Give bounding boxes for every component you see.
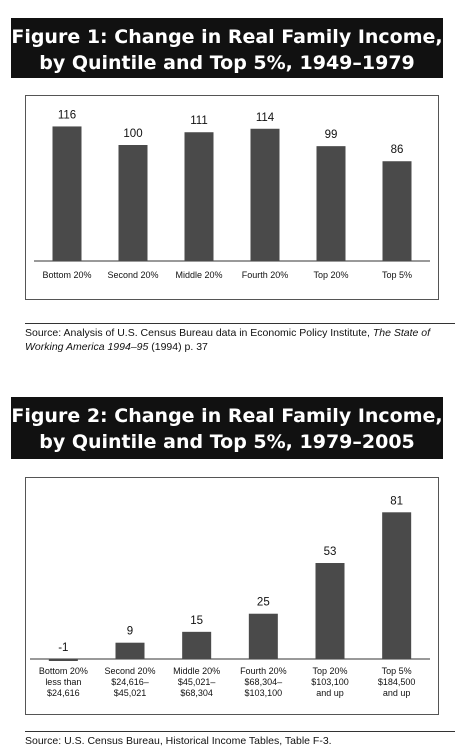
fig2-data-label-4: 25: [256, 596, 270, 609]
fig1-category-label-2-line-1: Second 20%: [107, 270, 159, 280]
fig2-category-label-2-line-2: $24,616–: [111, 677, 149, 687]
figure1-source-prefix: Source: Analysis of U.S. Census Bureau data in Economic Policy Institute,: [25, 327, 373, 339]
fig2-category-label-2-line-3: $45,021: [113, 688, 147, 698]
fig1-bar-4: [251, 129, 280, 261]
fig2-category-label-4-line-3: $103,100: [244, 688, 283, 698]
fig2-category-label-2-line-1: Second 20%: [104, 666, 156, 676]
fig2-bar-3: [182, 632, 211, 659]
fig1-bar-6: [383, 161, 412, 261]
fig1-bar-2: [119, 145, 148, 261]
fig1-data-label-6: 86: [390, 144, 404, 157]
figure1-source: [25, 323, 455, 354]
fig1-category-label-3-line-1: Middle 20%: [175, 270, 223, 280]
figure1-bar-chart: [26, 96, 438, 299]
fig2-bar-6: [382, 512, 411, 659]
fig1-bar-3: [185, 132, 214, 261]
fig2-category-label-1-line-3: $24,616: [47, 688, 80, 698]
fig1-data-label-2: 100: [123, 128, 143, 140]
fig2-category-label-1-line-1: Bottom 20%: [38, 666, 88, 676]
fig2-category-label-3-line-1: Middle 20%: [173, 666, 221, 676]
figure1-title-line2: by Quintile and Top 5%, 1949–1979: [39, 52, 415, 74]
fig2-category-label-4-line-2: $68,304–: [244, 677, 283, 687]
figure1-chart-frame: [25, 95, 439, 300]
figure2-title-line1: Figure 2: Change in Real Family Income,: [11, 405, 443, 427]
fig2-data-label-2: 9: [126, 625, 134, 638]
figure2-source: Source: U.S. Census Bureau, Historical Income Tables, Table F-3.: [25, 731, 455, 748]
fig2-data-label-1: -1: [58, 642, 69, 654]
fig2-category-label-6-line-2: $184,500: [377, 677, 416, 687]
fig1-category-label-4-line-1: Fourth 20%: [241, 270, 289, 280]
fig1-data-label-1: 116: [57, 109, 77, 122]
fig2-category-label-6-line-1: Top 5%: [381, 666, 412, 676]
fig2-category-label-6-line-3: and up: [382, 688, 411, 698]
figure2-chart-frame: [25, 477, 439, 715]
fig2-data-label-5: 53: [323, 546, 337, 559]
fig1-category-label-1-line-1: Bottom 20%: [42, 270, 92, 280]
figure1-source-title: The State of Working America 1994–95: [25, 327, 431, 353]
fig1-data-label-5: 99: [324, 129, 338, 142]
fig2-data-label-3: 15: [190, 614, 204, 627]
fig2-category-label-1-line-2: less than: [45, 677, 82, 687]
figure1-source-suffix: (1994) p. 37: [148, 341, 208, 353]
fig1-bar-5: [317, 146, 346, 261]
fig2-category-label-3-line-2: $45,021–: [177, 677, 216, 687]
fig2-category-label-5-line-1: Top 20%: [312, 666, 348, 676]
figure1-title-line1: Figure 1: Change in Real Family Income,: [11, 26, 443, 48]
fig2-bar-4: [249, 614, 278, 659]
figure2-title-line2: by Quintile and Top 5%, 1979–2005: [39, 431, 415, 453]
fig2-category-label-5-line-2: $103,100: [311, 677, 349, 687]
fig1-data-label-3: 111: [190, 115, 208, 128]
fig2-category-label-3-line-3: $68,304: [180, 688, 213, 698]
fig2-category-label-5-line-3: and up: [316, 688, 344, 698]
figure2-bar-chart: [26, 478, 438, 714]
fig1-bar-1: [53, 126, 82, 261]
fig2-bar-1: [49, 659, 78, 661]
fig1-category-label-5-line-1: Top 20%: [313, 270, 349, 280]
fig2-category-label-4-line-1: Fourth 20%: [240, 666, 287, 676]
fig2-bar-5: [316, 563, 345, 659]
fig2-bar-2: [116, 643, 145, 659]
figure1-title: [11, 18, 443, 78]
fig1-category-label-6-line-1: Top 5%: [381, 270, 413, 280]
figure2-title: [11, 397, 443, 459]
fig2-data-label-6: 81: [390, 495, 404, 508]
fig1-data-label-4: 114: [255, 111, 275, 124]
